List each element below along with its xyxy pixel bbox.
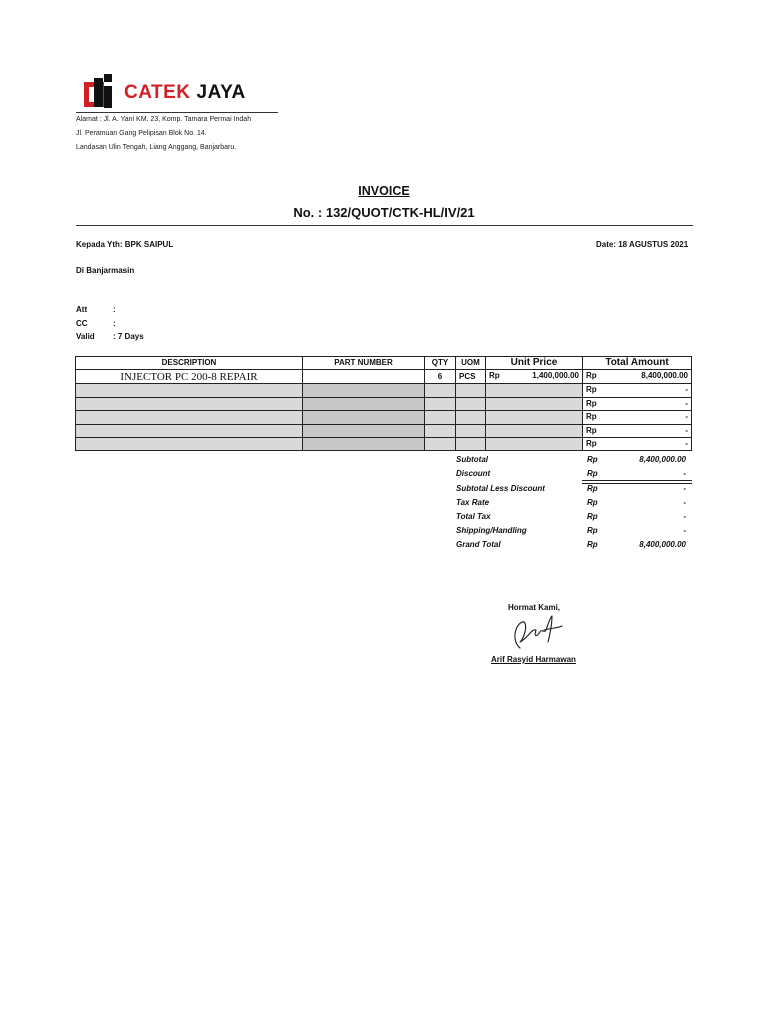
table-row — [76, 384, 692, 397]
cell-unit-price — [486, 370, 583, 384]
header-description: DESCRIPTION — [76, 357, 303, 370]
header-total-amount: Total Amount — [583, 357, 692, 370]
amount-value: - — [685, 425, 688, 435]
cell-description — [76, 397, 303, 410]
cell-total-amount — [583, 411, 692, 424]
cell-part-number — [303, 437, 425, 450]
table-header-row — [76, 357, 692, 370]
cell-part-number — [303, 370, 425, 384]
cell-part-number — [303, 424, 425, 437]
summary-label: Subtotal Less Discount — [456, 484, 545, 493]
header-uom: UOM — [456, 357, 486, 370]
currency-label: Rp — [586, 412, 597, 422]
cc-label: CC — [76, 319, 88, 328]
cell-uom — [456, 384, 486, 397]
summary-label: Subtotal — [456, 455, 488, 464]
currency-label: Rp — [489, 371, 500, 381]
recipient-name: Kepada Yth: BPK SAIPUL — [76, 240, 174, 249]
cell-part-number — [303, 397, 425, 410]
currency-label: Rp — [586, 398, 597, 408]
summary-label: Discount — [456, 469, 491, 478]
cell-qty — [425, 424, 456, 437]
amount-value: 8,400,000.00 — [641, 371, 688, 381]
att-value: : — [113, 305, 116, 314]
cell-qty — [425, 397, 456, 410]
cell-qty — [425, 411, 456, 424]
cell-description — [76, 424, 303, 437]
cell-total-amount — [583, 370, 692, 384]
signer-name: Arif Rasyid Harmawan — [491, 655, 576, 664]
summary-value: - — [683, 484, 686, 493]
summary-label: Total Tax — [456, 512, 491, 521]
summary-currency: Rp — [587, 526, 598, 535]
cc-value: : — [113, 319, 116, 328]
cell-uom — [456, 411, 486, 424]
summary-label: Grand Total — [456, 540, 501, 549]
company-logo-icon — [84, 74, 114, 108]
cell-description — [76, 411, 303, 424]
summary-label: Shipping/Handling — [456, 526, 527, 535]
summary-value: 8,400,000.00 — [639, 455, 686, 464]
summary-currency: Rp — [587, 484, 598, 493]
cell-qty — [425, 384, 456, 397]
cell-unit-price — [486, 411, 583, 424]
cell-total-amount — [583, 384, 692, 397]
currency-label: Rp — [586, 425, 597, 435]
summary-value: 8,400,000.00 — [639, 540, 686, 549]
invoice-date: Date: 18 AGUSTUS 2021 — [596, 240, 689, 249]
signature-icon — [506, 612, 566, 654]
cell-qty: 6 — [425, 370, 456, 384]
cell-description: INJECTOR PC 200-8 REPAIR — [76, 370, 303, 384]
cell-total-amount — [583, 397, 692, 410]
amount-value: - — [685, 398, 688, 408]
invoice-title: INVOICE — [358, 184, 410, 198]
summary-currency: Rp — [587, 498, 598, 507]
currency-label: Rp — [586, 438, 597, 448]
currency-label: Rp — [586, 371, 597, 381]
cell-uom — [456, 424, 486, 437]
table-row — [76, 437, 692, 450]
header-divider — [76, 112, 278, 113]
cell-description — [76, 437, 303, 450]
company-name-part1: CATEK — [124, 82, 191, 103]
cell-unit-price — [486, 437, 583, 450]
header-unit-price: Unit Price — [486, 357, 583, 370]
table-row — [76, 411, 692, 424]
valid-value: : 7 Days — [113, 332, 144, 341]
table-row — [76, 370, 692, 384]
header-part-number: PART NUMBER — [303, 357, 425, 370]
amount-value: - — [685, 412, 688, 422]
cell-total-amount — [583, 424, 692, 437]
cell-unit-price — [486, 424, 583, 437]
recipient-location: Di Banjarmasin — [76, 266, 135, 275]
amount-value: - — [685, 438, 688, 448]
company-name — [124, 82, 246, 104]
company-name-part2: JAYA — [196, 82, 246, 103]
cell-uom — [456, 397, 486, 410]
currency-label: Rp — [586, 385, 597, 395]
amount-value: 1,400,000.00 — [532, 371, 579, 381]
address-line-1: Alamat : Jl. A. Yani KM. 23, Komp. Tamara Permai Indah — [76, 116, 252, 123]
summary-currency: Rp — [587, 469, 598, 478]
cell-unit-price — [486, 397, 583, 410]
summary-rule — [582, 480, 692, 481]
valid-label: Valid — [76, 332, 95, 341]
summary-value: - — [683, 498, 686, 507]
title-divider — [76, 225, 693, 226]
cell-unit-price — [486, 384, 583, 397]
cell-uom — [456, 437, 486, 450]
cell-total-amount — [583, 437, 692, 450]
summary-value: - — [683, 469, 686, 478]
address-line-3: Landasan Ulin Tengah, Liang Anggang, Banjarbaru. — [76, 144, 237, 151]
att-label: Att — [76, 305, 88, 314]
table-row — [76, 397, 692, 410]
table-row — [76, 424, 692, 437]
cell-qty — [425, 437, 456, 450]
summary-label: Tax Rate — [456, 498, 490, 507]
cell-part-number — [303, 411, 425, 424]
summary-currency: Rp — [587, 540, 598, 549]
items-table — [75, 356, 692, 451]
cell-description — [76, 384, 303, 397]
summary-value: - — [683, 526, 686, 535]
amount-value: - — [685, 385, 688, 395]
summary-currency: Rp — [587, 512, 598, 521]
closing-greeting: Hormat Kami, — [508, 603, 561, 612]
summary-rule — [582, 483, 692, 484]
header-qty: QTY — [425, 357, 456, 370]
summary-value: - — [683, 512, 686, 521]
cell-part-number — [303, 384, 425, 397]
address-line-2: Jl. Peramuan Gang Pelipisan Blok No. 14. — [76, 130, 207, 137]
summary-currency: Rp — [587, 455, 598, 464]
cell-uom: PCS — [456, 370, 486, 384]
invoice-number: No. : 132/QUOT/CTK-HL/IV/21 — [293, 205, 475, 220]
